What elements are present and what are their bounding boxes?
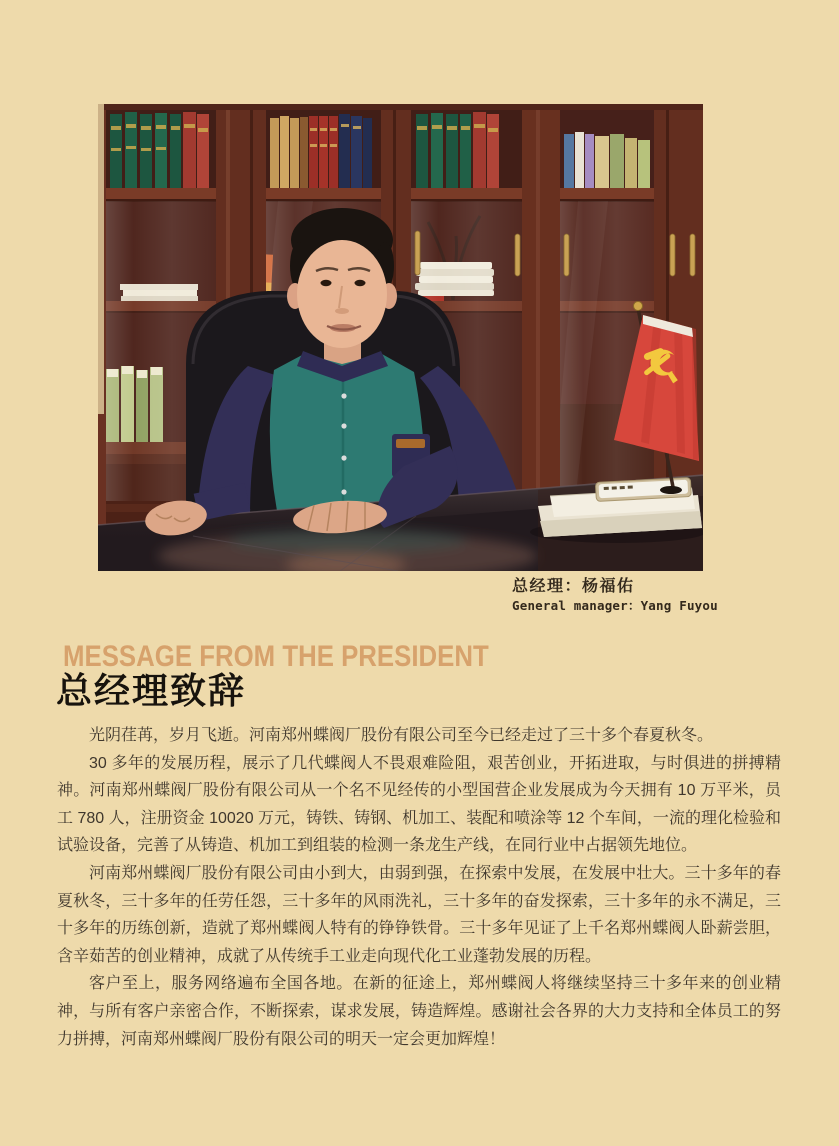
paragraph-3: 河南郑州蝶阀厂股份有限公司由小到大，由弱到强，在探索中发展，在发展中壮大。三十多年的春夏秋冬，三十多年的任劳任怨，三十多年的风雨洗礼，三十多年的奋发探索，三十多年的永不满足，三十多年的历练创新，造就了郑州蝶阀人特有的铮铮铁骨。三十多年见证了上千名郑州蝶阀人卧薪尝胆，含辛茹苦的创业精神，成就了从传统手工业走向现代化工业蓬勃发展的历程。 [57,864,781,965]
heading-english: MESSAGE FROM THE PRESIDENT [63,640,489,673]
lit-wall-edge [98,104,104,414]
paragraph-2: 30 多年的发展历程，展示了几代蝶阀人不畏艰难险阻，艰苦创业，开拓进取，与时俱进的拼搏精神。河南郑州蝶阀厂股份有限公司从一个名不见经传的小型国营企业发展成为今天拥有 10 万平米，员工 780 人，注册资金 10020 万元，铸铁、铸钢、机加工、装配和喷涂等 12 个车间，一流的理化检验和试验设备，完善了从铸造、机加工到组装的检测一条龙生产线，在同行业中占据领先地位。 [57,754,781,855]
photo-caption [512,578,718,613]
president-photo-graphic [98,104,703,571]
paragraph-1: 光阴荏苒，岁月飞逝。河南郑州蝶阀厂股份有限公司至今已经走过了三十多个春夏秋冬。 [89,727,714,744]
books-top-row [106,104,654,188]
caption-manager-name-zh: 总经理：杨福佑 [512,578,635,595]
paragraph-4: 客户至上，服务网络遍布全国各地。在新的征途上，郑州蝶阀人将继续坚持三十多年来的创业精神，与所有客户亲密合作，不断探索，谋求发展，铸造辉煌。感谢社会各界的大力支持和全体员工的努力拼搏，河南郑州蝶阀厂股份有限公司的明天一定会更加辉煌！ [57,975,781,1048]
section-heading [56,640,558,711]
president-photo [98,104,703,571]
message-body [57,722,781,1053]
face [297,240,387,348]
heading-chinese: 总经理致辞 [56,671,247,711]
caption-manager-name-en: General manager：Yang Fuyou [512,598,718,613]
